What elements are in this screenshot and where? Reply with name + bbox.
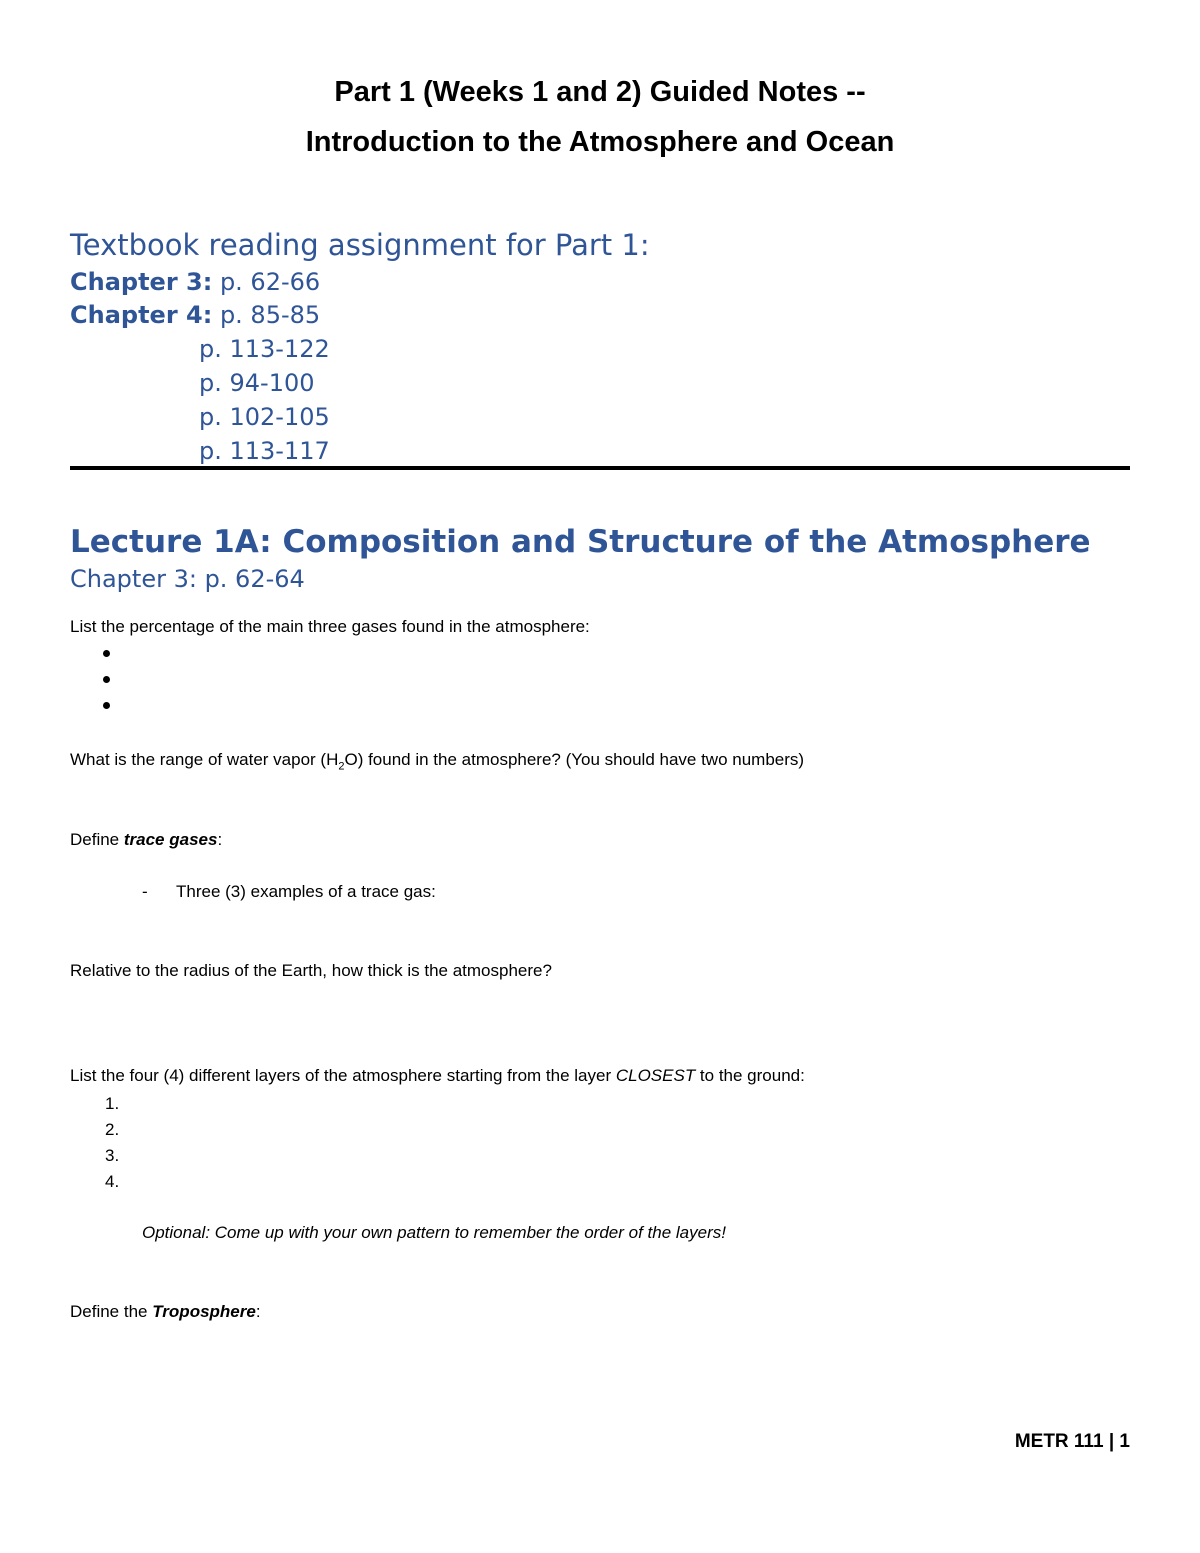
question-thickness: Relative to the radius of the Earth, how thick is the atmosphere? <box>70 961 552 980</box>
trace-examples-dash: - <box>142 882 148 901</box>
tropo-text-pre: Define the <box>70 1302 153 1321</box>
chapter-4-pages-extra-2: p. 94-100 <box>199 369 315 397</box>
question-water-vapor <box>70 750 804 772</box>
question-trace-examples: Three (3) examples of a trace gas: <box>176 882 436 901</box>
chapter-3-pages: p. 62-66 <box>212 268 321 296</box>
chapter-3-label: Chapter 3: <box>70 268 213 296</box>
chapter-4-pages: p. 85-85 <box>212 301 321 329</box>
layer-number-4: 4. <box>105 1172 120 1191</box>
bullet-point <box>103 702 110 709</box>
layer-number-3: 3. <box>105 1146 120 1165</box>
layer-number-1: 1. <box>105 1094 120 1113</box>
question-gases: List the percentage of the main three gases found in the atmosphere: <box>70 617 590 636</box>
footer-course: METR 111 <box>1014 1431 1104 1452</box>
water-subscript: 2 <box>338 760 345 773</box>
optional-note: Optional: Come up with your own pattern to remember the order of the layers! <box>142 1223 726 1242</box>
water-text-pre: What is the range of water vapor (H <box>70 750 339 769</box>
chapter-4-pages-extra-4: p. 113-117 <box>199 437 330 465</box>
layer-number-2: 2. <box>105 1120 120 1139</box>
layers-text-post: to the ground: <box>695 1066 805 1085</box>
chapter-4-pages-extra-3: p. 102-105 <box>199 403 330 431</box>
question-troposphere <box>70 1302 261 1322</box>
water-text-post: O) found in the atmosphere? (You should have two numbers) <box>344 750 805 769</box>
chapter-4-label: Chapter 4: <box>70 301 213 329</box>
section-divider <box>70 466 1130 470</box>
layers-text-pre: List the four (4) different layers of the atmosphere starting from the layer <box>70 1066 616 1085</box>
chapter-4-pages-extra-1: p. 113-122 <box>199 335 330 363</box>
trace-term: trace gases <box>123 830 218 849</box>
lecture-heading: Lecture 1A: Composition and Structure of the Atmosphere <box>70 524 1091 560</box>
bullet-point <box>103 650 110 657</box>
tropo-text-post: : <box>255 1302 261 1321</box>
question-trace-gases <box>70 830 222 850</box>
title-line-1: Part 1 (Weeks 1 and 2) Guided Notes -- <box>334 76 866 108</box>
chapter-3-reading <box>70 268 320 296</box>
tropo-term: Troposphere <box>152 1302 256 1321</box>
bullet-point <box>103 676 110 683</box>
trace-text-pre: Define <box>70 830 124 849</box>
question-layers <box>70 1066 805 1086</box>
chapter-4-reading <box>70 301 320 329</box>
title-line-2: Introduction to the Atmosphere and Ocean <box>305 126 895 158</box>
footer-page-number: 1 <box>1119 1431 1130 1452</box>
reading-heading: Textbook reading assignment for Part 1: <box>70 228 650 262</box>
trace-text-post: : <box>217 830 223 849</box>
page-footer <box>1015 1431 1130 1453</box>
layers-emphasis: CLOSEST <box>615 1066 696 1085</box>
footer-separator: | <box>1108 1431 1115 1452</box>
lecture-subheading: Chapter 3: p. 62-64 <box>70 565 305 593</box>
